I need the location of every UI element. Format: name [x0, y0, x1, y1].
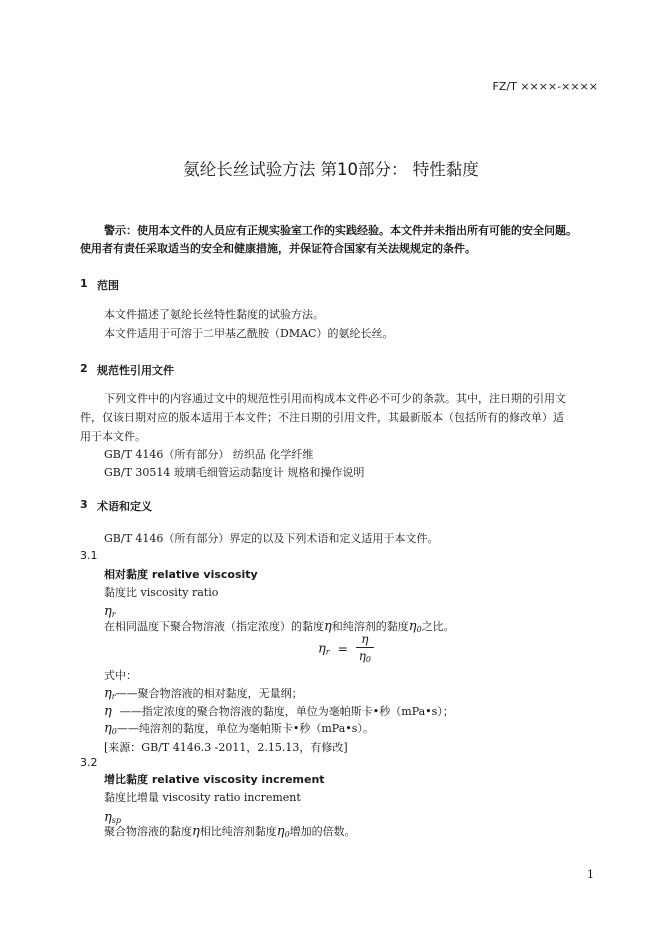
section-1-number: 1 [80, 277, 88, 290]
warning-line-1: 警示：使用本文件的人员应有正规实验室工作的实践经验。本文件并未指出所有可能的安全问题。 [104, 224, 577, 237]
term-3-1-name: 相对黏度 relative viscosity [104, 568, 258, 581]
section-1-para-2: 本文件适用于可溶于二甲基乙酰胺（DMAC）的氨纶长丝。 [104, 327, 394, 340]
where-item-3: $\eta_0——$纯溶剂的黏度，单位为毫帕斯卡•秒（mPa•s）。 [104, 721, 374, 736]
where-item-1: $\eta_r——$聚合物溶液的相对黏度，无量纲； [104, 686, 303, 701]
reference-2: GB/T 30514 玻璃毛细管运动黏度计 规格和操作说明 [104, 466, 365, 479]
term-3-1-number: 3.1 [80, 549, 98, 562]
page-number: 1 [587, 868, 594, 881]
term-3-1-definition: 在相同温度下聚合物溶液（指定浓度）的黏度η和纯溶剂的黏度$\eta_0$之比。 [104, 619, 455, 634]
section-3-title: 术语和定义 [97, 500, 152, 513]
page-title: 氨纶长丝试验方法 第10部分： 特性黏度 [183, 160, 479, 179]
term-3-2-name: 增比黏度 relative viscosity increment [104, 773, 325, 786]
where-item-2: η ——指定浓度的聚合物溶液的黏度，单位为毫帕斯卡•秒（mPa•s）； [104, 704, 454, 719]
document-code: FZ/T ××××-×××× [492, 80, 598, 93]
section-2-line-3: 用于本文件。 [80, 430, 146, 443]
section-3-intro: GB/T 4146（所有部分）界定的以及下列术语和定义适用于本文件。 [104, 532, 439, 545]
term-3-2-alt: 黏度比增量 viscosity ratio increment [104, 791, 301, 804]
term-3-1-alt: 黏度比 viscosity ratio [104, 586, 219, 599]
term-3-2-symbol: $\eta_{sp}$ [104, 810, 122, 825]
term-3-2-definition: 聚合物溶液的黏度η相比纯溶剂黏度$\eta_0$增加的倍数。 [104, 824, 356, 839]
term-3-2-number: 3.2 [80, 756, 98, 769]
term-3-1-symbol: $\eta_r$ [104, 604, 116, 619]
section-1-para-1: 本文件描述了氨纶长丝特性黏度的试验方法。 [104, 308, 324, 321]
section-2-number: 2 [80, 362, 88, 375]
reference-1: GB/T 4146（所有部分） 纺织品 化学纤维 [104, 448, 314, 461]
section-3-number: 3 [80, 498, 88, 511]
section-2-line-2: 件，仅该日期对应的版本适用于本文件；不注日期的引用文件，其最新版本（包括所有的修改单）适 [80, 411, 564, 424]
section-2-title: 规范性引用文件 [97, 364, 174, 377]
where-label: 式中： [104, 669, 137, 682]
section-2-line-1: 下列文件中的内容通过文中的规范性引用而构成本文件必不可少的条款。其中，注日期的引用文 [104, 392, 566, 405]
term-3-1-source: [来源：GB/T 4146.3 -2011，2.15.13，有修改] [104, 741, 348, 754]
warning-line-2: 使用者有责任采取适当的安全和健康措施，并保证符合国家有关法规规定的条件。 [80, 242, 476, 255]
formula-relative-viscosity: $\eta_r$ = $\frac{\eta}{\eta_0}$ [318, 632, 374, 664]
section-1-title: 范围 [97, 279, 119, 292]
